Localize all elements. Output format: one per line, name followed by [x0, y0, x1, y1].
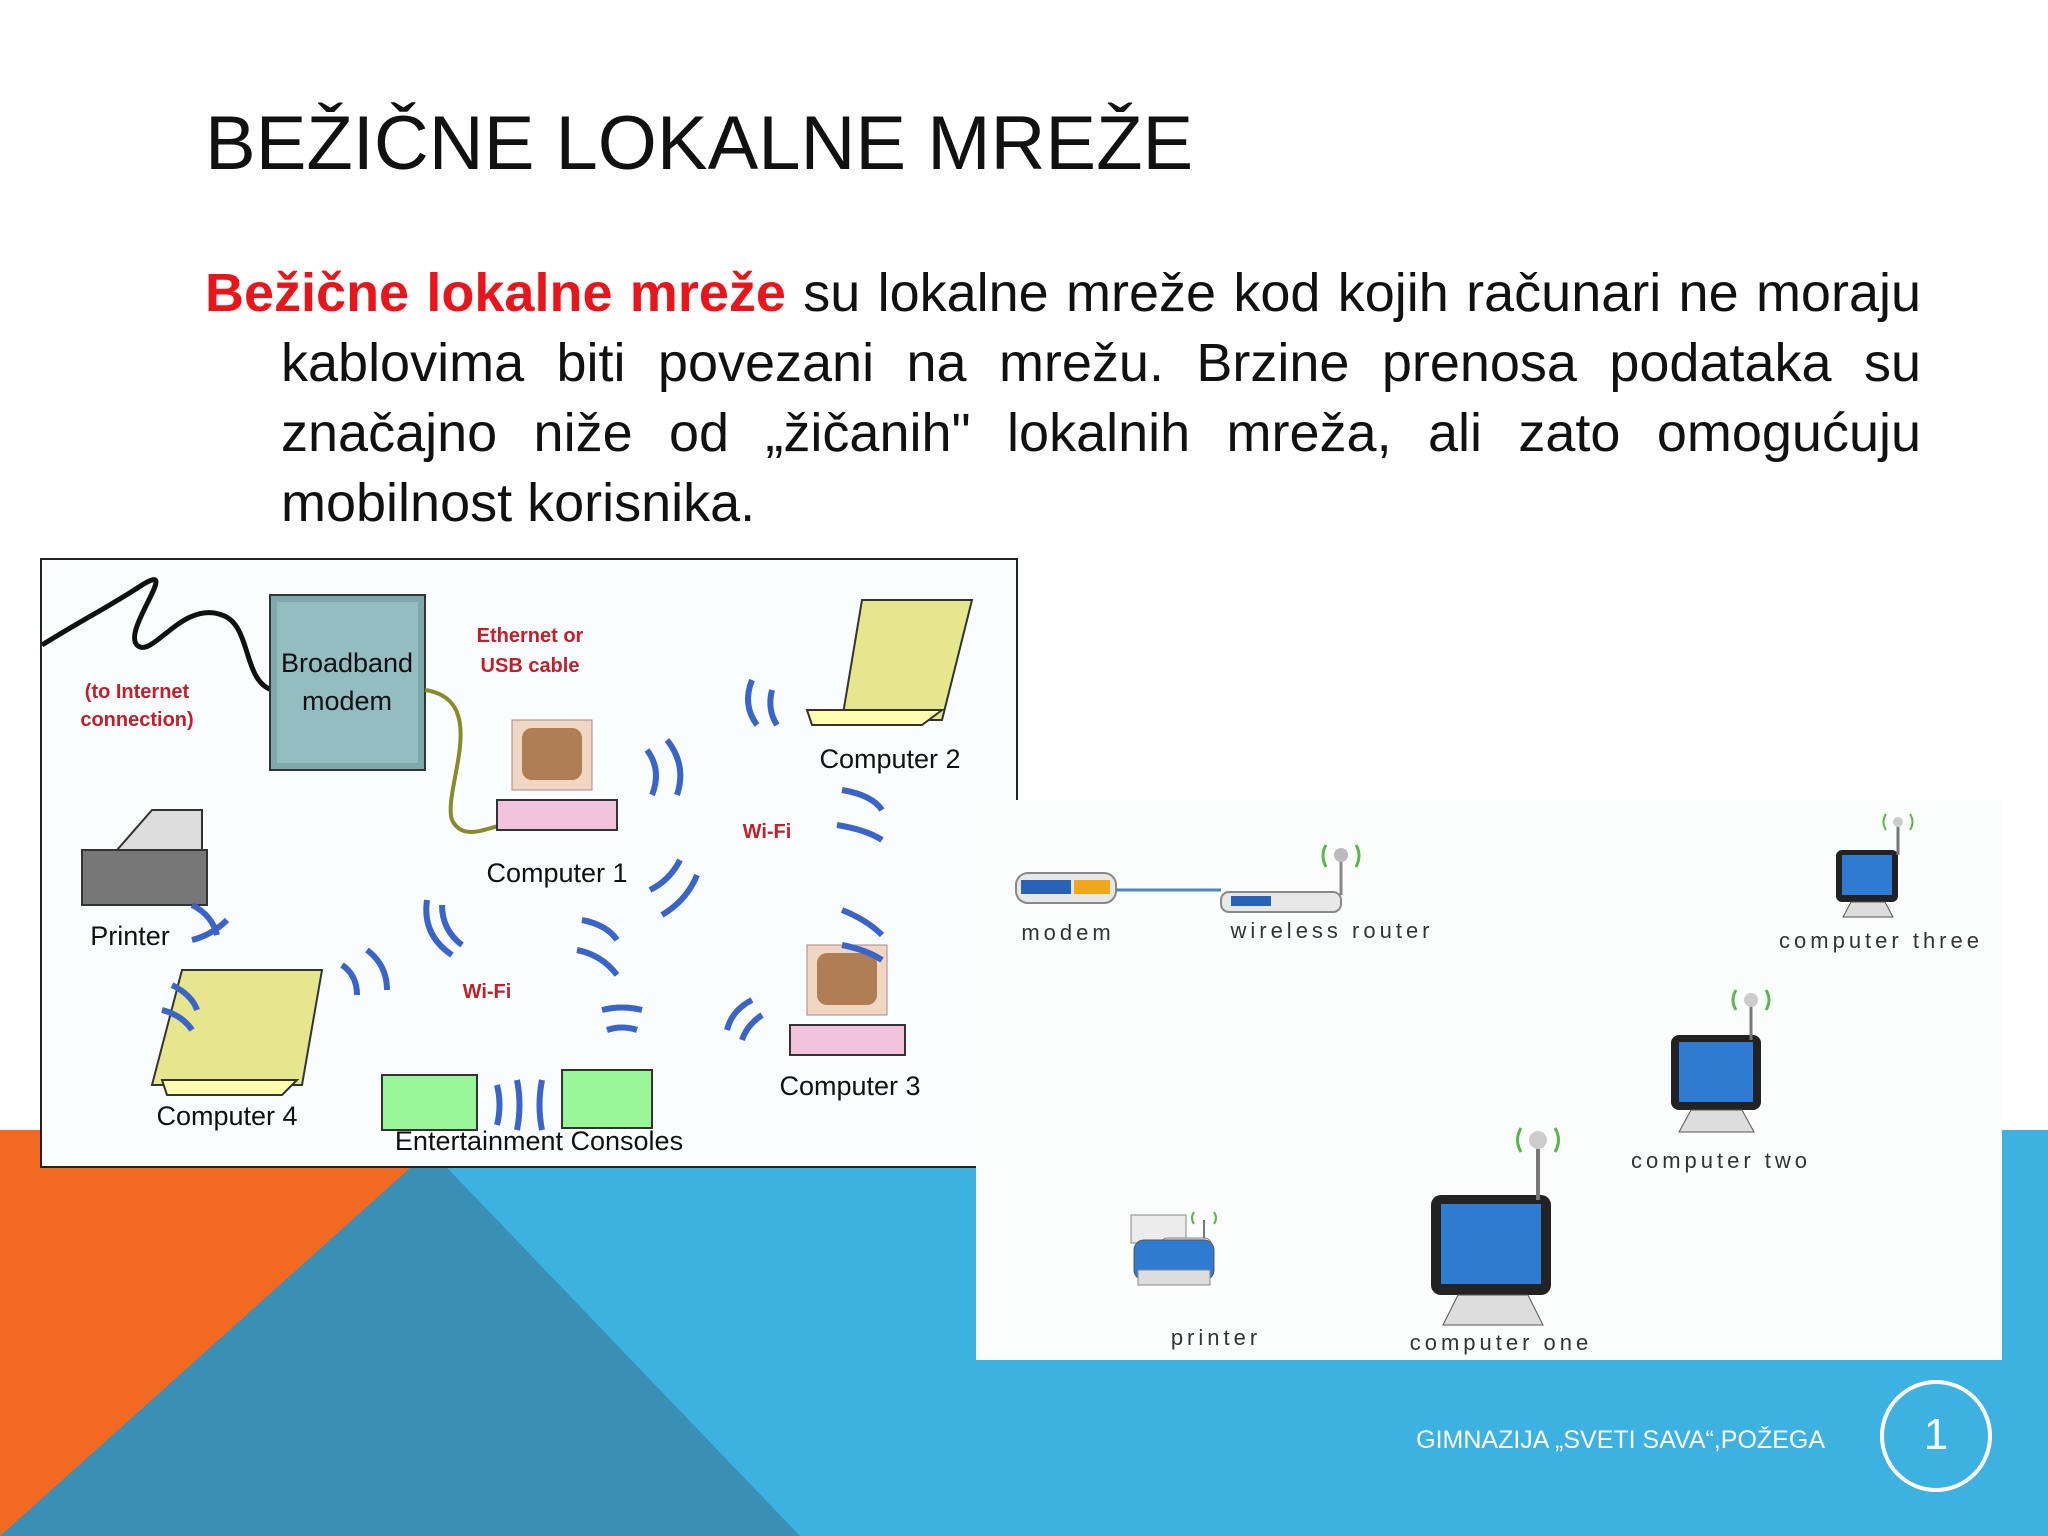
- computer4-label: Computer 4: [156, 1101, 298, 1131]
- cable-label-2: USB cable: [480, 655, 580, 677]
- internet-cable: [42, 580, 272, 690]
- slide-body: [205, 258, 1921, 538]
- computer-one-icon: [1431, 1128, 1559, 1325]
- printer-label: Printer: [90, 921, 170, 951]
- slide-title: BEŽIČNE LOKALNE MREŽE: [205, 101, 1194, 186]
- router-label: wireless router: [1230, 918, 1434, 943]
- modem-icon: [270, 595, 425, 770]
- computer2-icon: [807, 600, 972, 725]
- modem-label-2: modem: [301, 686, 393, 716]
- footer-school-name: GIMNAZIJA „SVETI SAVA“,POŽEGA: [1416, 1426, 1825, 1454]
- computer3-label: Computer 3: [779, 1071, 921, 1101]
- internet-label-1: (to Internet: [84, 681, 190, 703]
- wifi-label-1: Wi-Fi: [742, 821, 792, 843]
- wireless-router-icon: [1221, 845, 1359, 912]
- computer-three-label: computer three: [1779, 928, 1983, 953]
- ethernet-cable: [425, 690, 502, 832]
- computer2-label: Computer 2: [819, 744, 961, 774]
- computer3-icon: [790, 945, 905, 1055]
- body-highlight: Bežične lokalne mreže: [205, 263, 786, 323]
- computer-one-label: computer one: [1409, 1330, 1593, 1355]
- wireless-network-diagram-1: [40, 558, 1018, 1168]
- printer-icon-2: [1131, 1212, 1216, 1285]
- wifi-label-2: Wi-Fi: [462, 981, 512, 1003]
- modem-icon-2: [1016, 873, 1116, 903]
- computer1-label: Computer 1: [486, 858, 628, 888]
- printer-icon: [82, 810, 207, 905]
- computer-two-label: computer two: [1630, 1148, 1812, 1173]
- internet-label-2: connection): [80, 709, 194, 731]
- body-text-rest: su lokalne mreže kod kojih računari ne moraju kablovima biti povezani na mrežu. Brzine prenosa podataka su značajno niže od „žičanih" lokalnih mreža, ali zato omogućuju mobilnost korisnika.: [281, 263, 1922, 533]
- computer-three-icon: [1836, 814, 1913, 917]
- consoles-label: Entertainment Consoles: [394, 1126, 684, 1156]
- page-number: 1: [1923, 1410, 1949, 1459]
- modem-label-1: Broadband: [280, 648, 414, 678]
- computer1-icon: [497, 720, 617, 830]
- computer-two-icon: [1671, 990, 1769, 1132]
- wireless-network-diagram-2: [976, 800, 2002, 1360]
- cable-label-1: Ethernet or: [476, 625, 584, 647]
- printer-label-2: printer: [1170, 1325, 1262, 1350]
- modem-label-2: modem: [1021, 920, 1115, 945]
